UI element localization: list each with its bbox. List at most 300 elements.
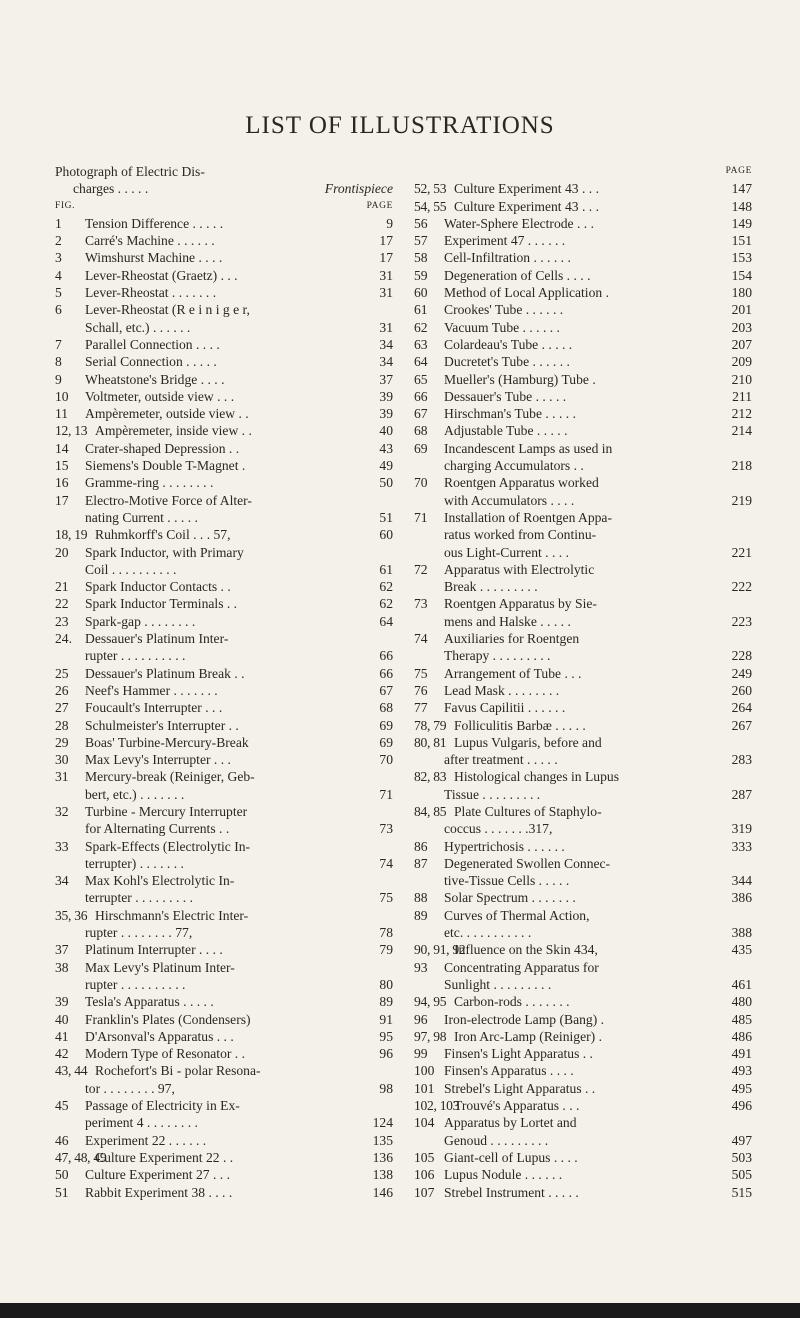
list-item-continuation [414,1132,752,1149]
list-item [414,1097,752,1114]
fig-number: 16 [55,475,69,491]
list-item [55,1097,393,1114]
fig-number: 88 [414,890,428,906]
illustration-title: Dessauer's Platinum Inter- [85,631,229,647]
illustration-title: Foucault's Interrupter . . . [85,700,223,716]
frontispiece-entry-line1: Photograph of Electric Dis- [55,164,205,179]
fig-number: 86 [414,838,428,854]
fig-number: 97, 98 [414,1028,447,1044]
page-number: 31 [379,319,393,335]
illustration-title: Rochefort's Bi - polar Resona- [95,1063,261,1079]
fig-number: 74 [414,631,428,647]
frontispiece-label: charges . . . . . [73,181,149,197]
fig-number: 62 [414,319,428,335]
list-item-continuation [55,509,393,526]
page-number: 267 [731,717,752,733]
fig-number: 5 [55,285,62,301]
illustration-title: Water-Sphere Electrode . . . [444,215,594,231]
list-item [414,699,752,716]
column-header [414,163,752,180]
list-item-continuation [55,1080,393,1097]
fig-number: 71 [414,509,428,525]
page-number: 61 [379,561,393,577]
list-item [414,267,752,284]
illustration-title: Lead Mask . . . . . . . . [444,682,560,698]
illustration-title: Spark-Effects (Electrolytic In- [85,838,251,854]
fig-number: 94, 95 [414,994,447,1010]
fig-number: 78, 79 [414,717,447,733]
list-item [55,371,393,388]
illustration-title: Folliculitis Barbæ . . . . . [454,717,586,733]
illustration-list-left [55,215,393,1201]
list-item [55,249,393,266]
fig-number: 46 [55,1132,69,1148]
list-item-continuation [55,647,393,664]
list-item-continuation [414,872,752,889]
page-number: 62 [379,579,393,595]
page-number: 180 [731,285,752,301]
list-item [414,838,752,855]
frontispiece-page: Frontispiece [324,181,393,197]
page-number: 209 [731,354,752,370]
page-number: 66 [379,648,393,664]
illustration-title: Ampèremeter, inside view . . [95,423,252,439]
list-item-continuation [414,578,752,595]
illustration-title: Modern Type of Resonator . . [85,1046,246,1062]
list-item [55,699,393,716]
page-number: 89 [379,994,393,1010]
fig-number: 42 [55,1046,69,1062]
page-number: 154 [731,267,752,283]
fig-number: 65 [414,371,428,387]
illustration-title: Ruhmkorff's Coil . . . 57, [95,527,231,543]
page-number: 34 [379,336,393,352]
list-item [414,768,752,785]
page-number: 71 [379,786,393,802]
illustration-title: rupter . . . . . . . . . . [85,648,186,664]
list-item [414,1045,752,1062]
page-title: LIST OF ILLUSTRATIONS [245,112,555,139]
illustration-title: for Alternating Currents . . [85,821,230,837]
page-number: 211 [732,388,752,404]
illustration-title: Hirschmann's Electric Inter- [95,907,249,923]
page-number: 203 [731,319,752,335]
fig-number: 73 [414,596,428,612]
illustration-title: Spark Inductor Terminals . . [85,596,238,612]
fig-number: 80, 81 [414,734,447,750]
illustration-title: Lupus Nodule . . . . . . [444,1167,563,1183]
page-number: 260 [731,682,752,698]
fig-number: 41 [55,1028,69,1044]
list-item [414,249,752,266]
illustration-title: Dessauer's Tube . . . . . [444,388,567,404]
page-number: 136 [372,1149,393,1165]
page-number: 39 [379,406,393,422]
illustration-title: Mercury-break (Reiniger, Geb- [85,769,255,785]
page-number: 74 [379,855,393,871]
illustration-title: Apparatus with Electrolytic [444,561,595,577]
list-item [414,336,752,353]
list-item [55,993,393,1010]
list-item [55,422,393,439]
list-item-continuation [414,924,752,941]
illustration-title: ous Light-Current . . . . [444,544,569,560]
list-item-continuation [55,319,393,336]
illustration-title: Degenerated Swollen Connec- [444,855,611,871]
list-item [55,578,393,595]
page-number: 79 [379,942,393,958]
list-item [414,1062,752,1079]
page-number: 68 [379,700,393,716]
page-number: 222 [731,579,752,595]
illustration-title: Culture Experiment 43 . . . [454,198,599,214]
list-item [414,803,752,820]
illustration-title: Adjustable Tube . . . . . [444,423,568,439]
illustration-title: coccus . . . . . . .317, [444,821,553,837]
page-number: 207 [731,336,752,352]
fig-number: 70 [414,475,428,491]
illustration-title: Voltmeter, outside view . . . [85,388,235,404]
fig-number: 38 [55,959,69,975]
list-item [55,267,393,284]
fig-number: 82, 83 [414,769,447,785]
fig-number: 61 [414,302,428,318]
list-item [414,561,752,578]
list-item [414,215,752,232]
fig-number: 22 [55,596,69,612]
fig-number: 63 [414,336,428,352]
illustration-title: tor . . . . . . . . 97, [85,1080,175,1096]
fig-number: 101 [414,1080,435,1096]
illustration-title: Siemens's Double T-Magnet . [85,458,246,474]
page-number: 221 [731,544,752,560]
illustration-title: Carré's Machine . . . . . . [85,233,215,249]
page-number: 60 [379,527,393,543]
illustration-title: Tissue . . . . . . . . . [444,786,541,802]
illustration-title: Schall, etc.) . . . . . . [85,319,191,335]
fig-number: 64 [414,354,428,370]
list-item [414,907,752,924]
illustration-title: Finsen's Light Apparatus . . [444,1046,593,1062]
list-item [414,353,752,370]
fig-header: FIG. [55,200,76,211]
list-item [414,1184,752,1201]
list-item [55,1045,393,1062]
list-item [414,284,752,301]
fig-number: 106 [414,1167,435,1183]
illustration-title: Max Levy's Platinum Inter- [85,959,235,975]
fig-number: 89 [414,907,428,923]
list-item [414,855,752,872]
illustration-title: Tesla's Apparatus . . . . . [85,994,214,1010]
list-item [414,682,752,699]
list-item [55,232,393,249]
page-number: 31 [379,267,393,283]
illustration-title: Wimshurst Machine . . . . [85,250,223,266]
list-item [55,941,393,958]
page-number: 124 [372,1115,393,1131]
fig-number: 104 [414,1115,435,1131]
illustration-title: Strebel Instrument . . . . . [444,1184,579,1200]
column-header [55,198,393,215]
list-item [55,803,393,820]
fig-number: 105 [414,1149,435,1165]
fig-number: 18, 19 [55,527,88,543]
illustration-title: Degeneration of Cells . . . . [444,267,591,283]
list-item [55,1011,393,1028]
list-item [55,768,393,785]
illustration-title: Spark Inductor, with Primary [85,544,244,560]
fig-number: 43, 44 [55,1063,88,1079]
fig-number: 21 [55,579,69,595]
page-number: 151 [731,233,752,249]
illustration-title: rupter . . . . . . . . 77, [85,925,193,941]
list-item [414,959,752,976]
illustration-title: Method of Local Application . [444,285,609,301]
fig-number: 56 [414,215,428,231]
page-number: 319 [731,821,752,837]
fig-number: 100 [414,1063,435,1079]
illustration-title: Tension Difference . . . . . [85,215,224,231]
left-column [55,163,393,1201]
page-number: 480 [731,994,752,1010]
page-number: 214 [731,423,752,439]
list-item [414,319,752,336]
page-number: 138 [372,1167,393,1183]
fig-number: 90, 91, 92 [414,942,466,958]
list-item [55,215,393,232]
illustration-title: Rabbit Experiment 38 . . . . [85,1184,233,1200]
illustration-title: rupter . . . . . . . . . . [85,976,186,992]
illustration-title: ratus worked from Continu- [444,527,597,543]
illustration-title: Curves of Thermal Action, [444,907,590,923]
list-item-continuation [414,613,752,630]
illustration-title: Culture Experiment 22 . . [95,1149,234,1165]
page-number: 497 [731,1132,752,1148]
list-item [414,180,752,197]
fig-number: 47, 48, 49 [55,1149,107,1165]
list-item [414,630,752,647]
page-number: 39 [379,388,393,404]
list-item [55,1028,393,1045]
fig-number: 17 [55,492,69,508]
page-number: 228 [731,648,752,664]
illustration-title: Gramme-ring . . . . . . . . [85,475,214,491]
page-number: 62 [379,596,393,612]
list-item [55,474,393,491]
fig-number: 87 [414,855,428,871]
list-item-continuation [414,526,752,543]
fig-number: 33 [55,838,69,854]
fig-number: 77 [414,700,428,716]
fig-number: 12, 13 [55,423,88,439]
illustration-title: Platinum Interrupter . . . . [85,942,223,958]
list-item-continuation [55,924,393,941]
fig-number: 3 [55,250,62,266]
page-number: 435 [731,942,752,958]
illustration-title: Lupus Vulgaris, before and [454,734,602,750]
illustration-list-right [414,180,752,1201]
illustration-title: Concentrating Apparatus for [444,959,599,975]
fig-number: 7 [55,336,62,352]
list-item [414,1149,752,1166]
page-number: 69 [379,717,393,733]
fig-number: 69 [414,440,428,456]
fig-number: 29 [55,734,69,750]
illustration-title: Ducretet's Tube . . . . . . [444,354,570,370]
illustration-title: etc. . . . . . . . . . . [444,925,532,941]
fig-number: 102, 103 [414,1098,460,1114]
fig-number: 99 [414,1046,428,1062]
page-number: 67 [379,682,393,698]
list-item [414,595,752,612]
illustration-title: D'Arsonval's Apparatus . . . [85,1028,234,1044]
list-item [414,440,752,457]
list-item [55,544,393,561]
illustration-title: nating Current . . . . . [85,509,198,525]
fig-number: 75 [414,665,428,681]
illustration-title: Dessauer's Platinum Break . . [85,665,245,681]
page-number: 485 [731,1011,752,1027]
page-number: 218 [731,458,752,474]
illustration-title: Culture Experiment 27 . . . [85,1167,230,1183]
illustration-title: Passage of Electricity in Ex- [85,1098,240,1114]
list-item [55,1132,393,1149]
page-number: 153 [731,250,752,266]
list-item [55,457,393,474]
illustration-title: periment 4 . . . . . . . . [85,1115,198,1131]
fig-number: 84, 85 [414,803,447,819]
list-item [55,492,393,509]
list-item [55,872,393,889]
list-item [55,1166,393,1183]
list-item [414,301,752,318]
list-item-continuation [414,492,752,509]
fig-number: 10 [55,388,69,404]
list-item [55,717,393,734]
list-item [55,526,393,543]
list-item-continuation [414,647,752,664]
fig-number: 24. [55,631,72,647]
list-item [55,665,393,682]
page-number: 491 [731,1046,752,1062]
fig-number: 6 [55,302,62,318]
list-item [55,682,393,699]
fig-number: 31 [55,769,69,785]
illustration-title: Lever-Rheostat (Graetz) . . . [85,267,238,283]
illustration-title: Roentgen Apparatus worked [444,475,599,491]
list-item [55,1184,393,1201]
list-item [55,1062,393,1079]
list-item-continuation [55,820,393,837]
illustration-title: Mueller's (Hamburg) Tube . [444,371,596,387]
illustration-title: Max Kohl's Electrolytic In- [85,873,235,889]
page-number: 515 [731,1184,752,1200]
list-item [414,889,752,906]
list-item-continuation [414,457,752,474]
illustration-title: Genoud . . . . . . . . . [444,1132,549,1148]
illustration-title: Franklin's Plates (Condensers) [85,1011,251,1027]
fig-number: 52, 53 [414,181,447,197]
page-number: 386 [731,890,752,906]
page-number: 495 [731,1080,752,1096]
page-number: 17 [379,250,393,266]
illustration-title: Finsen's Apparatus . . . . [444,1063,574,1079]
page-number: 344 [731,873,752,889]
list-item [414,1011,752,1028]
list-item [55,959,393,976]
list-item [414,371,752,388]
illustration-title: Crookes' Tube . . . . . . [444,302,564,318]
fig-number: 8 [55,354,62,370]
page-number: 505 [731,1167,752,1183]
illustration-title: Schulmeister's Interrupter . . [85,717,239,733]
page-number: 34 [379,354,393,370]
fig-number: 15 [55,458,69,474]
fig-number: 1 [55,215,62,231]
illustration-title: Giant-cell of Lupus . . . . [444,1149,578,1165]
illustration-title: Crater-shaped Depression . . [85,440,240,456]
list-item-continuation [414,786,752,803]
illustration-title: Therapy . . . . . . . . . [444,648,551,664]
fig-number: 93 [414,959,428,975]
illustration-title: Ampèremeter, outside view . . [85,406,249,422]
fig-number: 66 [414,388,428,404]
page-number: 147 [731,181,752,197]
fig-number: 2 [55,233,62,249]
list-item [414,232,752,249]
page-number: 149 [731,215,752,231]
fig-number: 25 [55,665,69,681]
list-item [55,284,393,301]
fig-number: 96 [414,1011,428,1027]
page-number: 70 [379,752,393,768]
list-item [55,440,393,457]
fig-number: 23 [55,613,69,629]
list-item [55,630,393,647]
illustration-title: Iron-electrode Lamp (Bang) . [444,1011,605,1027]
list-item-continuation [414,544,752,561]
page-number: 50 [379,475,393,491]
illustration-title: Roentgen Apparatus by Sie- [444,596,597,612]
list-item [414,474,752,491]
illustration-title: with Accumulators . . . . [444,492,575,508]
page-number: 333 [731,838,752,854]
page-number: 264 [731,700,752,716]
fig-number: 39 [55,994,69,1010]
page-number: 9 [386,215,393,231]
illustration-title: Turbine - Mercury Interrupter [85,803,248,819]
fig-number: 76 [414,682,428,698]
fig-number: 50 [55,1167,69,1183]
page-number: 37 [379,371,393,387]
page-number: 461 [731,976,752,992]
page-number: 201 [731,302,752,318]
fig-number: 68 [414,423,428,439]
illustration-title: Arrangement of Tube . . . [444,665,582,681]
list-item [414,1080,752,1097]
fig-number: 28 [55,717,69,733]
illustration-title: Incandescent Lamps as used in [444,440,613,456]
page-number: 64 [379,613,393,629]
page-header: PAGE [725,166,752,176]
illustration-title: Max Levy's Interrupter . . . [85,752,231,768]
illustration-title: Break . . . . . . . . . [444,579,538,595]
illustration-title: Trouvé's Apparatus . . . [454,1098,580,1114]
page-number: 249 [731,665,752,681]
list-item [414,941,752,958]
illustration-title: Cell-Infiltration . . . . . . [444,250,571,266]
